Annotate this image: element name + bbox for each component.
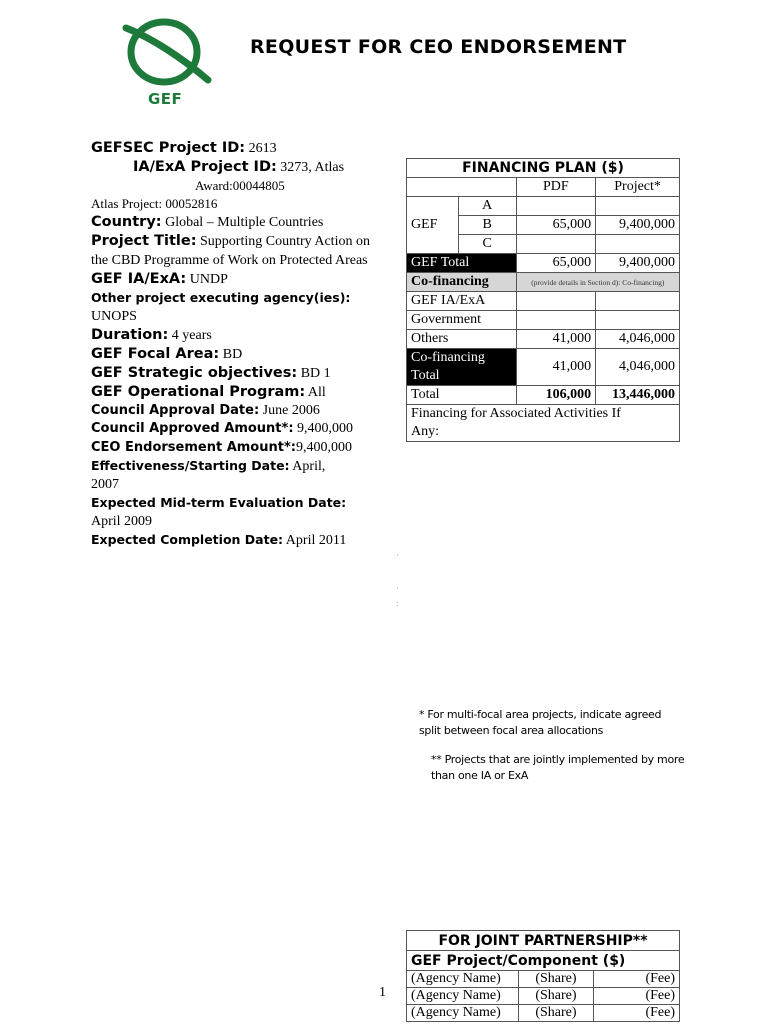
table-row bbox=[407, 988, 680, 1005]
council-approval-date-label: Council Approval Date: bbox=[91, 403, 260, 419]
table-cell bbox=[407, 178, 517, 197]
row-b: B bbox=[458, 216, 516, 235]
project-info bbox=[91, 139, 396, 550]
associated-activities bbox=[407, 405, 680, 442]
duration-label: Duration: bbox=[91, 326, 169, 343]
footnote-multifocal-line-2: split between focal area allocations bbox=[419, 724, 604, 737]
cofinancing-total-line-1: Co-financing bbox=[411, 350, 485, 365]
table-cell bbox=[596, 197, 680, 216]
cofinancing-header: Co-financing bbox=[407, 273, 517, 292]
country-value: Global – Multiple Countries bbox=[165, 215, 324, 231]
col-pdf: PDF bbox=[516, 178, 596, 197]
ceo-endorsement-amount-value: 9,400,000 bbox=[295, 439, 352, 455]
cofinancing-note: (provide details in Section d): Co-financing) bbox=[516, 273, 679, 292]
award-number: Award:00044805 bbox=[195, 178, 285, 194]
b-project: 9,400,000 bbox=[596, 216, 680, 235]
gef-total-project: 9,400,000 bbox=[596, 254, 680, 273]
other-agency-value: UNOPS bbox=[91, 308, 137, 324]
operational-label: GEF Operational Program: bbox=[91, 384, 306, 401]
footnote-joint-line-2: than one IA or ExA bbox=[431, 769, 529, 782]
council-approval-date-value: June 2006 bbox=[262, 403, 320, 419]
iaexa-label: IA/ExA Project ID: bbox=[133, 159, 277, 176]
footnote-joint-line-1: ** Projects that are jointly implemented by more bbox=[431, 753, 685, 766]
focal-area-value: BD bbox=[222, 347, 243, 363]
gef-ia-exa-value: UNDP bbox=[189, 271, 228, 287]
footnote-multifocal-line-1: * For multi-focal area projects, indicate agreed bbox=[419, 708, 662, 721]
project-title-label: Project Title: bbox=[91, 233, 197, 250]
cofinancing-total-label bbox=[407, 349, 517, 386]
council-approval-date bbox=[91, 402, 396, 420]
joint-partnership-table bbox=[406, 930, 680, 1022]
agency-name-cell: (Agency Name) bbox=[407, 971, 519, 988]
row-total: Total bbox=[407, 386, 517, 405]
gefsec-project-id bbox=[91, 139, 396, 158]
duration-value: 4 years bbox=[171, 327, 212, 343]
other-agency-label: Other project executing agency(ies): bbox=[91, 289, 351, 305]
share-cell: (Share) bbox=[518, 1005, 594, 1022]
financing-plan-table bbox=[406, 158, 680, 442]
midterm-evaluation-value: April 2009 bbox=[91, 513, 153, 529]
fee-cell: (Fee) bbox=[594, 971, 680, 988]
ceo-endorsement-amount-label: CEO Endorsement Amount*: bbox=[91, 439, 296, 455]
gef-total-label: GEF Total bbox=[407, 254, 517, 273]
share-cell: (Share) bbox=[518, 988, 594, 1005]
midterm-evaluation-date bbox=[91, 494, 396, 513]
gefsec-label: GEFSEC Project ID: bbox=[91, 140, 246, 156]
total-project: 13,446,000 bbox=[596, 386, 680, 405]
table-cell bbox=[516, 311, 596, 330]
row-c: C bbox=[458, 235, 516, 254]
council-approved-amount-value: 9,400,000 bbox=[297, 421, 354, 437]
duration bbox=[91, 326, 396, 345]
focal-area bbox=[91, 345, 396, 364]
divider: : bbox=[396, 598, 399, 608]
effectiveness-date-value-2: 2007 bbox=[91, 476, 119, 492]
cofinancing-total-project: 4,046,000 bbox=[596, 349, 680, 386]
effectiveness-date bbox=[91, 457, 396, 476]
table-cell bbox=[596, 292, 680, 311]
effectiveness-date-value-1: April, bbox=[292, 458, 326, 474]
others-project: 4,046,000 bbox=[596, 330, 680, 349]
other-agency bbox=[91, 289, 396, 308]
fee-cell: (Fee) bbox=[594, 988, 680, 1005]
agency-name-cell: (Agency Name) bbox=[407, 1005, 519, 1022]
share-cell: (Share) bbox=[518, 971, 594, 988]
country-label: Country: bbox=[91, 214, 162, 231]
effectiveness-date-label: Effectiveness/Starting Date: bbox=[91, 457, 290, 473]
page-number: 1 bbox=[379, 985, 386, 1000]
midterm-evaluation-label: Expected Mid-term Evaluation Date: bbox=[91, 494, 347, 510]
footnote-multifocal bbox=[419, 707, 679, 739]
others-pdf: 41,000 bbox=[516, 330, 596, 349]
atlas-project: Atlas Project: 00052816 bbox=[91, 196, 218, 212]
associated-activities-line-1: Financing for Associated Activities If bbox=[411, 406, 621, 421]
ceo-endorsement-amount bbox=[91, 439, 396, 457]
row-government: Government bbox=[407, 311, 517, 330]
table-cell bbox=[516, 197, 596, 216]
operational-program bbox=[91, 383, 396, 402]
gef-ia-exa bbox=[91, 270, 396, 289]
table-row bbox=[407, 971, 680, 988]
col-project: Project* bbox=[596, 178, 680, 197]
total-pdf: 106,000 bbox=[516, 386, 596, 405]
gef-total-pdf: 65,000 bbox=[516, 254, 596, 273]
council-approved-amount bbox=[91, 420, 396, 438]
project-title bbox=[91, 232, 396, 251]
row-a: A bbox=[458, 197, 516, 216]
document-title: REQUEST FOR CEO ENDORSEMENT bbox=[250, 36, 627, 58]
table-cell bbox=[596, 235, 680, 254]
joint-partnership-header: FOR JOINT PARTNERSHIP** bbox=[407, 931, 680, 951]
gefsec-value: 2613 bbox=[248, 141, 277, 156]
strategic-value: BD 1 bbox=[300, 366, 331, 382]
row-others: Others bbox=[407, 330, 517, 349]
agency-name-cell: (Agency Name) bbox=[407, 988, 519, 1005]
project-title-value-2: the CBD Programme of Work on Protected Areas bbox=[91, 252, 368, 268]
joint-partnership-subheader: GEF Project/Component ($) bbox=[407, 951, 680, 971]
council-approved-amount-label: Council Approved Amount*: bbox=[91, 421, 294, 437]
divider: · bbox=[396, 550, 399, 560]
table-cell bbox=[596, 311, 680, 330]
iaexa-project-id bbox=[91, 158, 396, 177]
focal-area-label: GEF Focal Area: bbox=[91, 346, 220, 363]
b-pdf: 65,000 bbox=[516, 216, 596, 235]
table-row bbox=[407, 1005, 680, 1022]
fee-cell: (Fee) bbox=[594, 1005, 680, 1022]
row-gef-label: GEF bbox=[407, 197, 459, 254]
logo-text: GEF bbox=[148, 90, 183, 108]
iaexa-value: 3273, Atlas bbox=[280, 160, 345, 176]
completion-date-value: April 2011 bbox=[285, 532, 347, 548]
project-title-value-1: Supporting Country Action on bbox=[200, 234, 370, 250]
cofinancing-total-pdf: 41,000 bbox=[516, 349, 596, 386]
completion-date-label: Expected Completion Date: bbox=[91, 531, 284, 547]
footnote-joint bbox=[431, 752, 686, 784]
strategic-label: GEF Strategic objectives: bbox=[91, 365, 298, 382]
row-gef-iaexa: GEF IA/ExA bbox=[407, 292, 517, 311]
cofinancing-total-line-2: Total bbox=[411, 368, 440, 383]
table-cell bbox=[516, 292, 596, 311]
associated-activities-line-2: Any: bbox=[411, 424, 439, 439]
operational-value: All bbox=[307, 385, 326, 401]
divider: · bbox=[396, 583, 399, 593]
gef-ia-exa-label: GEF IA/ExA: bbox=[91, 270, 187, 287]
country bbox=[91, 213, 396, 232]
financing-plan-header: FINANCING PLAN ($) bbox=[407, 159, 680, 178]
strategic-objectives bbox=[91, 364, 396, 383]
completion-date bbox=[91, 531, 396, 550]
table-cell bbox=[516, 235, 596, 254]
